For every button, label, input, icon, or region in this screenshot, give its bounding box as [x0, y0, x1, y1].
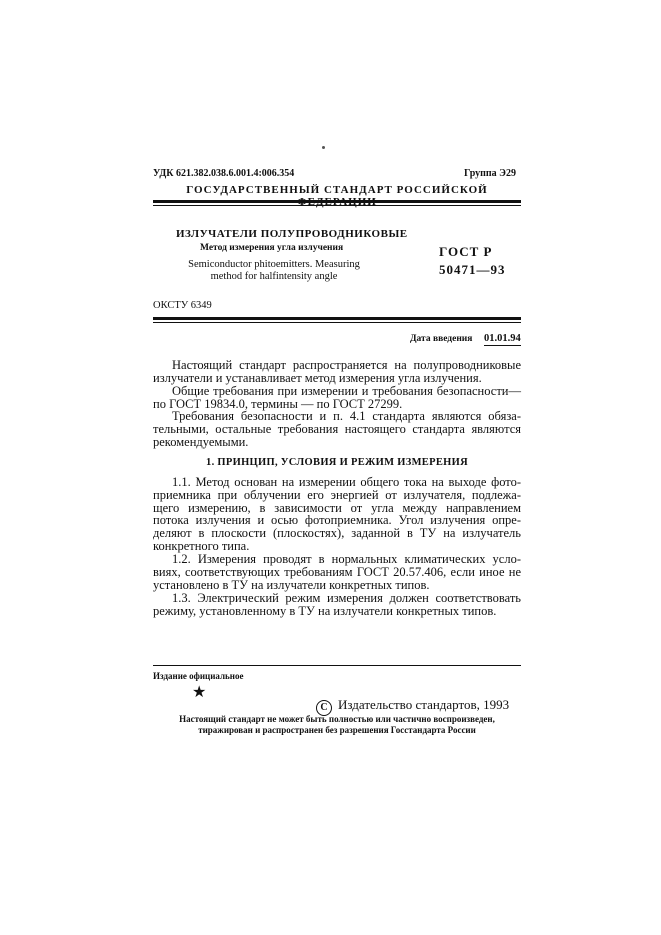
copyright-text: Издательство стандартов, 1993	[338, 697, 510, 712]
section-line: потока излучения и осью фотоприемника. Угол излучения опре-	[153, 513, 521, 527]
header-rule-thick	[153, 200, 521, 203]
udk-code: УДК 621.382.038.6.001.4:006.354	[153, 168, 295, 179]
scan-dot	[322, 146, 325, 149]
okstu-code: ОКСТУ 6349	[153, 300, 212, 311]
body-line: по ГОСТ 19834.0, термины — по ГОСТ 27299.	[153, 397, 403, 411]
section-line: 1.3. Электрический режим измерения должен соответствовать	[172, 591, 521, 605]
english-title	[176, 259, 372, 283]
section-line: щего измерению, в зависимости от угла между направлением	[153, 501, 521, 515]
english-title-line: method for halfintensity angle	[210, 271, 338, 282]
section-line: 1.2. Измерения проводят в нормальных климатических усло-	[172, 552, 521, 566]
english-title-line: Semiconductor phitoemitters. Measuring	[188, 259, 360, 270]
gost-number: 50471—93	[439, 262, 506, 277]
group-code: Группа Э29	[464, 168, 516, 179]
document-subtitle: Метод измерения угла излучения	[200, 243, 344, 253]
section-line: конкретного типа.	[153, 539, 250, 553]
section-heading: 1. ПРИНЦИП, УСЛОВИЯ И РЕЖИМ ИЗМЕРЕНИЯ	[206, 457, 468, 468]
section-line: режиму, установленному в ТУ на излучатели конкретных типов.	[153, 604, 497, 618]
gost-label: ГОСТ Р	[439, 244, 493, 259]
section-line: установлено в ТУ на излучатели конкретных типов.	[153, 578, 430, 592]
section-line: приемника при облучении его энергией от излучателя, подлежа-	[153, 488, 521, 502]
body-line: излучатели и устанавливает метод измерения угла излучения.	[153, 371, 482, 385]
section-line: деляют в плоскости (плоскостях), заданной в ТУ на излучатель	[153, 526, 521, 540]
legal-notice-line: Настоящий стандарт не может быть полностью или частично воспроизведен,	[179, 714, 495, 724]
body-line: рекомендуемыми.	[153, 435, 249, 449]
document-title: ИЗЛУЧАТЕЛИ ПОЛУПРОВОДНИКОВЫЕ	[176, 228, 408, 240]
section-line: 1.1. Метод основан на измерении общего тока на выходе фото-	[172, 475, 521, 489]
footer-rule	[153, 665, 521, 666]
header-rule-thin	[153, 205, 521, 206]
legal-notice	[153, 714, 521, 736]
body-line: Общие требования при измерении и требования безопасности—	[172, 384, 521, 398]
section-line: виях, соответствующих требованиям ГОСТ 20.57.406, если иное не	[153, 565, 521, 579]
body-line: Требования безопасности и п. 4.1 стандарта являются обяза-	[172, 409, 521, 423]
edition-label: Издание официальное	[153, 671, 244, 681]
body-line: Настоящий стандарт распространяется на полупроводниковые	[172, 358, 521, 372]
copyright-icon: C	[316, 700, 332, 716]
intro-date-label: Дата введения	[410, 334, 473, 344]
intro-date-value: 01.01.94	[484, 333, 521, 344]
organization-heading: ГОСУДАРСТВЕННЫЙ СТАНДАРТ РОССИЙСКОЙ	[186, 184, 488, 196]
legal-notice-line: тиражирован и распространен без разрешения Госстандарта России	[198, 725, 476, 735]
title-rule-thick	[153, 317, 521, 320]
star-icon: ★	[192, 684, 207, 701]
body-line: тельными, остальные требования настоящего стандарта являются	[153, 422, 521, 436]
title-rule-thin	[153, 322, 521, 323]
